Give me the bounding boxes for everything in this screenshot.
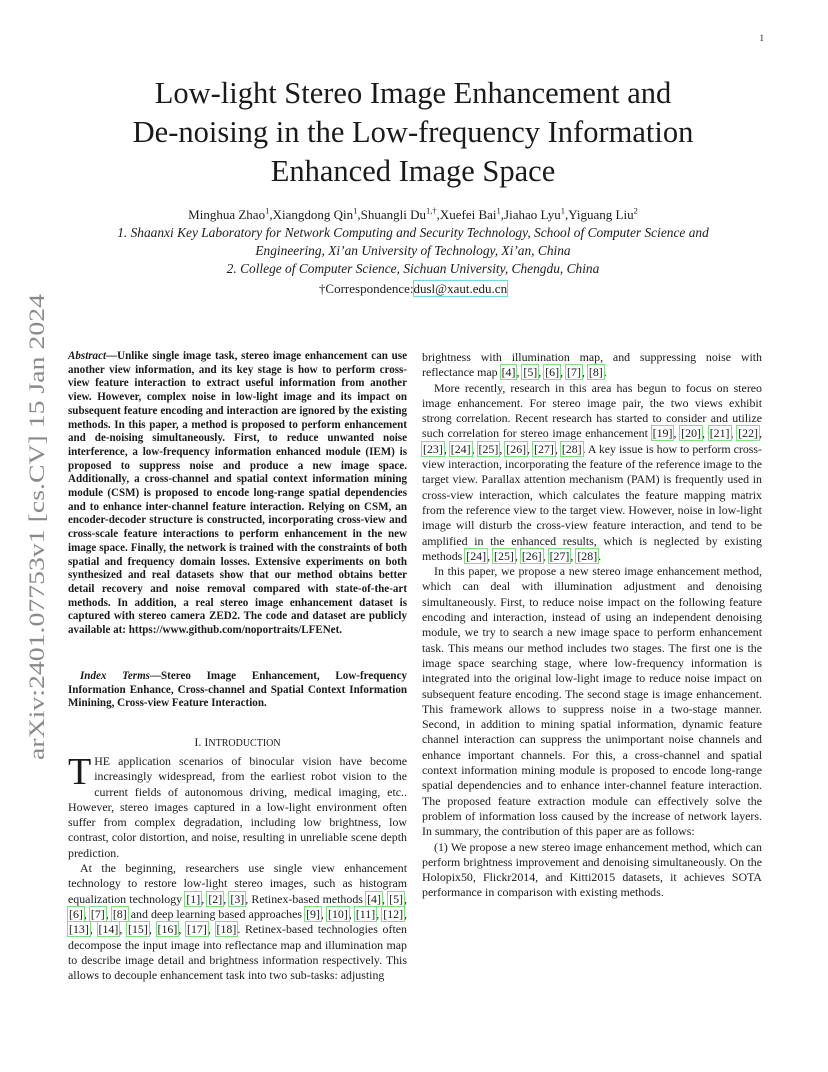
citation-link[interactable]: [6]: [69, 906, 83, 921]
right-paragraph-3: In this paper, we propose a new stereo image enhancement method, which can deal with illumination adjustment and denoising simultaneously. First, to reduce noise impact on the following feature encoding and interaction, instead of using an independent denoising module, we try to search a new image space to perform enhancement task. This means our method includes two stages. The first one is the image space searching stage, where low-frequency information is integrated into the original low-light image to reduce noise impact on subsequent feature encoding. The second stage is image enhancement. This framework allows to suppress noise in a two-stage manner. Second, in addition to mining spatial information, dynamic feature channel interaction can suppress the unimportant noise channels and enhance important channels. For this, a cross-channel and spatial context information mining module is proposed to encode long-range spatial dependencies and to enhance inter-channel feature interaction. The proposed feature extraction module can effectively solve the problem of information loss caused by the increase of network layers. In summary, the contribution of this paper are as follows:: [422, 564, 762, 839]
citation-link[interactable]: [2]: [208, 891, 223, 906]
citation-link[interactable]: [21]: [709, 426, 730, 441]
right-p1-text-b: .: [603, 365, 607, 380]
citation-link[interactable]: [10]: [327, 906, 348, 921]
citation-link[interactable]: [3]: [230, 891, 245, 906]
page-number: 1: [759, 33, 764, 43]
author-affil-mark: 1: [496, 205, 501, 216]
citation-group: [4], [5], [6], [7], [8]: [501, 365, 603, 380]
title-line-2: De-noising in the Low-frequency Information: [132, 115, 694, 149]
right-p2-text-a: More recently, research in this area has begun to focus on stereo image enhancement. For stereo image pair, the two views exhibit strong correlation. Recent research has started to consider and utilize such correlation for stereo image enhancement: [422, 380, 762, 441]
citation-link[interactable]: [9]: [306, 906, 320, 921]
citation-group: [19], [20], [21], [22], [23], [24], [25], [26], [27], [28]: [423, 426, 762, 456]
right-p2-text-b: . A key issue is how to perform cross-view interaction, incorporating the feature of the reference image to the target view. Parallax attention mechanism (PAM) is frequently used in cross-view interaction, which calculates the feature mapping matrix from the reference view to the target view. However, noise in low-light image will disturb the cross-view feature interaction, and tend to be amplified in the enhanced results, which is neglected by existing methods: [422, 441, 762, 563]
citation-link[interactable]: [4]: [367, 891, 381, 906]
citation-link[interactable]: [26]: [506, 441, 527, 456]
citation-group: [4], [5], [6], [7], [8]: [69, 891, 407, 921]
citation-link[interactable]: [5]: [523, 365, 538, 380]
citation-link[interactable]: [22]: [738, 426, 759, 441]
section-heading-introduction: [68, 735, 407, 750]
intro-p2-text-b: , Retinex-based methods: [245, 891, 367, 906]
index-terms-label: Index Terms: [80, 670, 150, 682]
citation-link[interactable]: [16]: [157, 922, 178, 937]
citation-link[interactable]: [12]: [383, 906, 404, 921]
intro-paragraph-1: [68, 751, 407, 861]
intro-p2-text-a: At the beginning, researchers use single view enhancement technology to restore low-light stereo images, such as histogram equalization technology: [68, 861, 407, 906]
correspondence-label: †Correspondence:: [318, 281, 414, 296]
arxiv-identifier: arXiv:2401.07753v1 [cs.CV] 15 Jan 2024: [24, 382, 49, 760]
citation-link[interactable]: [15]: [128, 922, 148, 937]
author-list: Minghua Zhao$^1$,Xiangdong Qin$^1$,Shuangli $Du^{1,\dagger},Xuefei$ Bai$^1$,Jiahao Lyu$^1$,Yiguang Liu$^2$: [188, 205, 638, 222]
citation-link[interactable]: [24]: [466, 548, 487, 563]
index-terms: [68, 670, 407, 711]
section-number: I.: [194, 735, 205, 749]
author-name: Minghua Zhao: [188, 207, 266, 222]
citation-link[interactable]: [7]: [90, 906, 105, 921]
right-p2-text-c: .: [598, 548, 602, 563]
citation-link[interactable]: [28]: [577, 548, 598, 563]
section-title-rest: NTRODUCTION: [208, 738, 281, 749]
section-title-initial: I: [204, 735, 209, 749]
author-name: Yiguang Liu: [568, 207, 634, 222]
citation-link[interactable]: [25]: [478, 441, 499, 456]
author-affil-mark: 1: [265, 205, 270, 216]
citation-link[interactable]: [18]: [216, 922, 237, 937]
correspondence-email-link[interactable]: dusl@xaut.edu.cn: [413, 281, 508, 296]
author-name: Shuangli Du: [360, 207, 426, 222]
author-name: Jiahao Lyu: [504, 207, 561, 222]
citation-link[interactable]: [13]: [69, 922, 89, 937]
citation-link[interactable]: [28]: [561, 441, 582, 456]
citation-link[interactable]: [5]: [389, 891, 403, 906]
author-affil-mark: 1: [560, 205, 565, 216]
title-line-3: Enhanced Image Space: [270, 154, 556, 188]
abstract-text: —Unlike single image task, stereo image enhancement can use another view information, and its key stage is how to perform cross-view feature interaction to extract useful information from another view. However, complex noise in low-light image and its impact on subsequent feature encoding and interaction are ignored by the existing methods. In this paper, a method is proposed to perform enhancement and de-noising simultaneously. First, to reduce unwanted noise interference, a low-frequency information enhanced module (IEM) is proposed to suppress noise and produce a new image space. Additionally, a cross-channel and spatial context information mining module (CSM) is proposed to encode long-range spatial dependencies and to enhance inter-channel feature interaction. Relying on CSM, an encoder-decoder structure is constructed, incorporating cross-view and cross-scale feature interactions to perform enhancement in the new image space. Finally, the network is trained with the constraints of both spatial and frequency domain losses. Extensive experiments on both synthesized and real datasets show that our method obtains better detail recovery and noise removal compared with state-of-the-art methods. In addition, a real stereo image enhancement dataset is captured with stereo camera ZED2. The code and dataset are publicly available at: https://www.github.com/noportraits/LFENet.: [68, 350, 407, 637]
citation-link[interactable]: [25]: [494, 548, 514, 563]
title-line-1: Low-light Stereo Image Enhancement and: [154, 76, 672, 110]
citation-link[interactable]: [27]: [534, 441, 554, 456]
introduction-right-column: [422, 350, 762, 901]
abstract: [68, 350, 407, 638]
citation-link[interactable]: [19]: [652, 426, 673, 441]
correspondence: [60, 280, 766, 298]
abstract-label: Abstract: [68, 350, 107, 362]
citation-link[interactable]: [27]: [549, 548, 570, 563]
citation-group: [1], [2], [3]: [186, 891, 245, 906]
affiliation-1-line-1: 1. Shaanxi Key Laboratory for Network Computing and Security Technology, School of Computer Science and: [117, 225, 709, 240]
intro-p1-text: HE application scenarios of binocular vision have become increasingly widespread, from the earliest robot vision to the current fields of autonomous driving, medical imaging, etc.. However, stereo images captured in a low-light environment often suffer from complex degradation, including low brightness, low contrast, color distortion, and noise, resulting in unreliable scene depth prediction.: [68, 754, 407, 860]
citation-link[interactable]: [8]: [112, 906, 127, 921]
citation-link[interactable]: [11]: [355, 906, 376, 921]
citation-link[interactable]: [26]: [521, 548, 542, 563]
citation-link[interactable]: [6]: [545, 365, 560, 380]
citation-link[interactable]: [24]: [450, 441, 471, 456]
drop-cap: T: [68, 751, 92, 793]
author-affil-mark: 1: [353, 205, 358, 216]
right-paragraph-2: [422, 381, 762, 565]
citation-group: [24], [25], [26], [27], [28]: [466, 548, 598, 563]
citation-link[interactable]: [4]: [501, 365, 516, 380]
paper-title: [60, 74, 766, 191]
right-paragraph-4: (1) We propose a new stereo image enhancement method, which can perform brightness improvement and denoising simultaneously. On the Holopix50, Flickr2014, and Kitti2015 datasets, it achieves SOTA performance in comparison with existing methods.: [422, 839, 762, 900]
citation-link[interactable]: [17]: [187, 922, 207, 937]
citation-group: [9], [10], [11], [12], [13], [14], [15], [16], [17], [18]: [69, 906, 408, 937]
right-paragraph-1: [422, 350, 762, 381]
citation-link[interactable]: [8]: [588, 365, 603, 380]
intro-p2-text-c: and deep learning based approaches: [127, 906, 306, 921]
intro-p2-text-d: . Retinex-based technologies often decompose the input image into reflectance map and illumination map to describe image detail and brightness information respectively. This allows to decouple enhancement task into two sub-tasks: adjusting: [68, 922, 407, 983]
index-terms-text: —Stereo Image Enhancement, Low-frequency Information Enhance, Cross-channel and Spatial Context Information Minining, Cross-view Feature Interaction.: [68, 670, 408, 710]
citation-link[interactable]: [1]: [186, 891, 201, 906]
author-name: Xiangdong Qin: [272, 207, 354, 222]
citation-link[interactable]: [20]: [681, 426, 701, 441]
author-name: Xuefei Bai: [439, 207, 497, 222]
citation-link[interactable]: [7]: [567, 365, 581, 380]
citation-link[interactable]: [23]: [423, 441, 443, 456]
author-affil-mark: 2: [633, 205, 638, 216]
citation-link[interactable]: [14]: [98, 922, 119, 937]
introduction-left-column: [68, 751, 408, 983]
author-affil-mark: 1,†: [425, 205, 437, 216]
affiliation-2: 2. College of Computer Science, Sichuan University, Chengdu, China: [226, 261, 600, 276]
arxiv-stamp-svg: [8, 290, 54, 770]
arxiv-stamp: [8, 290, 54, 770]
affiliation-1-line-2: Engineering, Xi’an University of Technology, Xi’an, China: [255, 243, 571, 258]
intro-paragraph-2: [68, 861, 407, 983]
right-p1-text-a: brightness with illumination map, and suppressing noise with reflectance map: [422, 350, 762, 380]
